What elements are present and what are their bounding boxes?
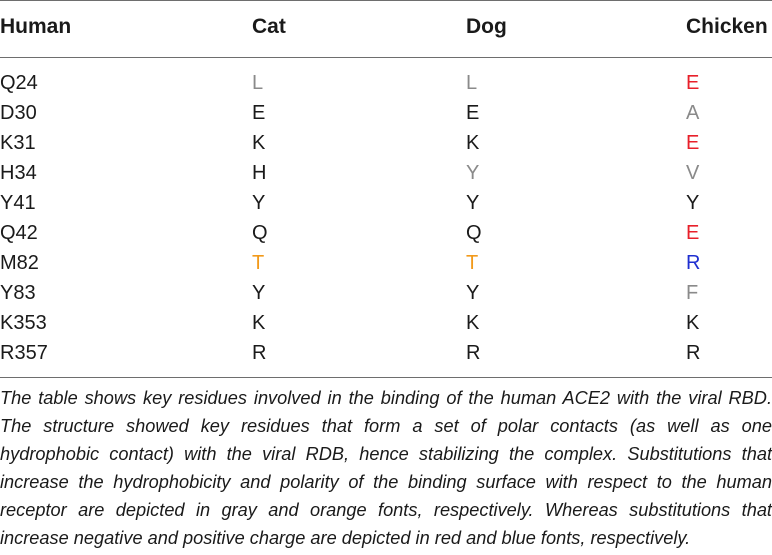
cell-cat: Y bbox=[252, 282, 266, 304]
table-row bbox=[0, 68, 772, 98]
cell-cat: E bbox=[252, 102, 266, 124]
cell-dog: Y bbox=[466, 162, 480, 184]
header-dog: Dog bbox=[466, 15, 507, 38]
table-row bbox=[0, 128, 772, 158]
table-bottom-rule bbox=[0, 377, 772, 378]
cell-dog: Y bbox=[466, 282, 480, 304]
cell-cat: K bbox=[252, 132, 266, 154]
cell-human: Q42 bbox=[0, 222, 38, 244]
cell-human: R357 bbox=[0, 342, 48, 364]
cell-human: K31 bbox=[0, 132, 36, 154]
header-cat: Cat bbox=[252, 15, 286, 38]
cell-cat: T bbox=[252, 252, 265, 274]
table-row bbox=[0, 278, 772, 308]
table-row bbox=[0, 158, 772, 188]
cell-chicken: R bbox=[686, 342, 701, 364]
cell-chicken: K bbox=[686, 312, 700, 334]
table-body bbox=[0, 68, 772, 368]
cell-dog: K bbox=[466, 132, 480, 154]
cell-human: K353 bbox=[0, 312, 47, 334]
table-row bbox=[0, 188, 772, 218]
cell-chicken: E bbox=[686, 132, 700, 154]
cell-dog: R bbox=[466, 342, 481, 364]
cell-human: Y83 bbox=[0, 282, 36, 304]
cell-chicken: Y bbox=[686, 192, 700, 214]
cell-dog: E bbox=[466, 102, 480, 124]
table-row bbox=[0, 248, 772, 278]
cell-chicken: E bbox=[686, 72, 700, 94]
table-caption: The table shows key residues involved in the binding of the human ACE2 with the viral RBD. The structure showed key residues that form a set of polar contacts (as well as one hydrophobic contact) with the viral RDB, hence stabilizing the complex. Substitutions that increase the hydrophobicity and polarity of the binding surface with respect to the human receptor are depicted in gray and orange fonts, respectively. Whereas substitutions that increase negative and positive charge are depicted in red and blue fonts, respectively. bbox=[0, 388, 772, 548]
cell-cat: Q bbox=[252, 222, 268, 244]
cell-chicken: A bbox=[686, 102, 700, 124]
cell-human: D30 bbox=[0, 102, 37, 124]
cell-chicken: V bbox=[686, 162, 700, 184]
cell-chicken: E bbox=[686, 222, 700, 244]
table-top-rule bbox=[0, 0, 772, 1]
cell-human: Y41 bbox=[0, 192, 36, 214]
table-row bbox=[0, 308, 772, 338]
table-row bbox=[0, 98, 772, 128]
cell-chicken: F bbox=[686, 282, 699, 304]
cell-human: M82 bbox=[0, 252, 39, 274]
cell-dog: T bbox=[466, 252, 479, 274]
cell-cat: Y bbox=[252, 192, 266, 214]
table-row bbox=[0, 218, 772, 248]
cell-dog: L bbox=[466, 72, 478, 94]
cell-human: Q24 bbox=[0, 72, 38, 94]
table-header-row bbox=[0, 15, 772, 45]
cell-cat: L bbox=[252, 72, 264, 94]
cell-dog: Y bbox=[466, 192, 480, 214]
cell-dog: K bbox=[466, 312, 480, 334]
cell-cat: R bbox=[252, 342, 267, 364]
cell-dog: Q bbox=[466, 222, 482, 244]
cell-human: H34 bbox=[0, 162, 37, 184]
table-row bbox=[0, 338, 772, 368]
cell-cat: H bbox=[252, 162, 267, 184]
cell-cat: K bbox=[252, 312, 266, 334]
header-human: Human bbox=[0, 15, 72, 38]
table-header-rule bbox=[0, 57, 772, 58]
header-chicken: Chicken bbox=[686, 15, 768, 38]
cell-chicken: R bbox=[686, 252, 701, 274]
